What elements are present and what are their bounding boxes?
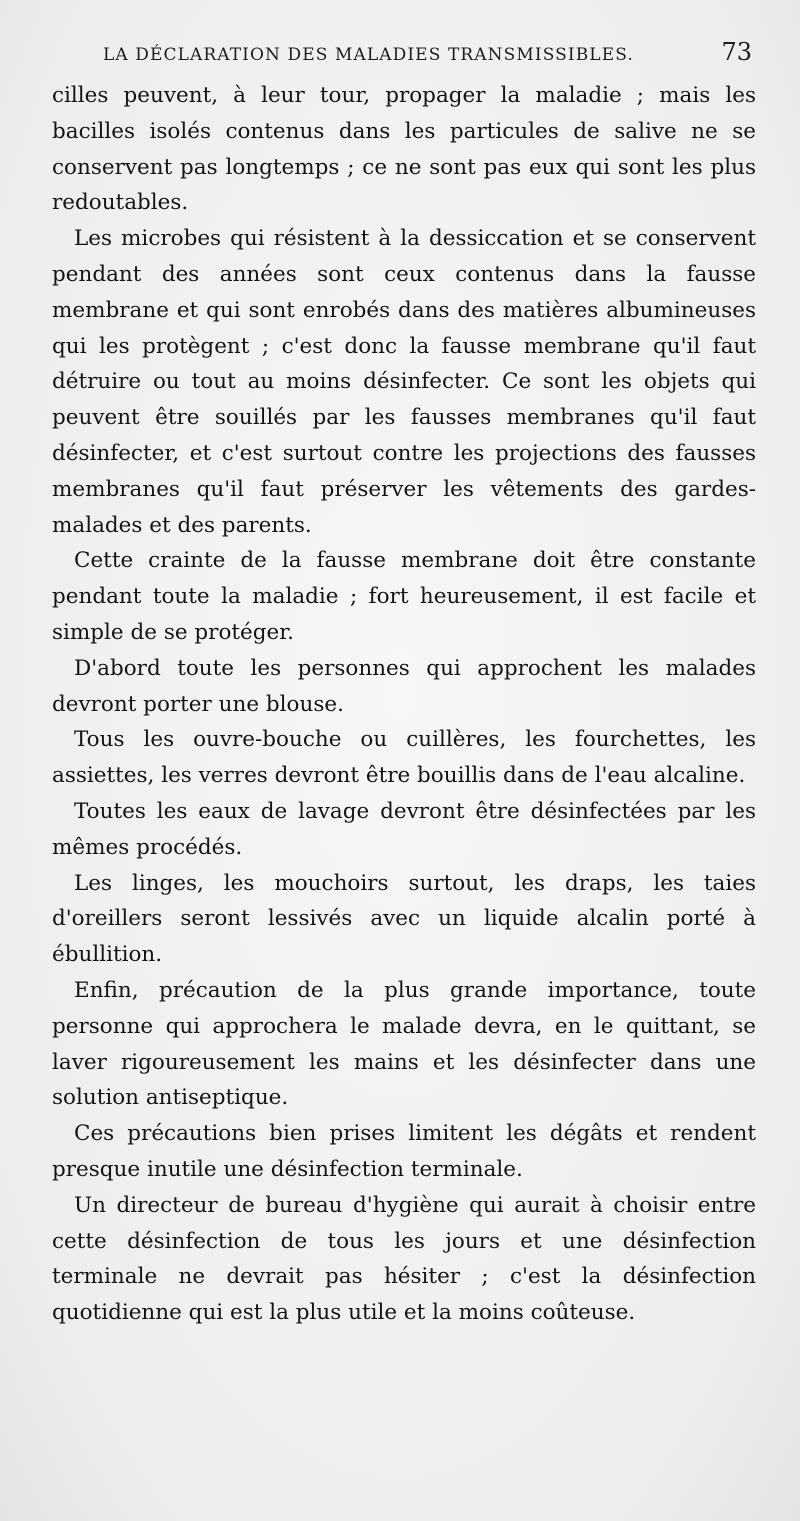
paragraph: Ces précautions bien prises limitent les dégâts et rendent presque inutile une désinfection terminale. xyxy=(52,1121,756,1182)
paragraph: Un directeur de bureau d'hygiène qui aurait à choisir entre cette désinfection de tous les jours et une désinfection terminale ne devrait pas hésiter ; c'est la désinfection quotidienne qui est la plus utile et la moins coûteuse. xyxy=(52,1192,756,1326)
paragraph: cilles peuvent, à leur tour, propager la maladie ; mais les bacilles isolés contenus dans les particules de salive ne se conservent pas longtemps ; ce ne sont pas eux qui sont les plus redoutables. xyxy=(52,83,756,216)
page-number: 73 xyxy=(721,38,752,66)
paragraph: Tous les ouvre-bouche ou cuillères, les fourchettes, les assiettes, les verres devront être bouillis dans de l'eau alcaline. xyxy=(52,727,756,789)
running-head xyxy=(103,36,752,70)
paragraph: Les microbes qui résistent à la dessiccation et se conservent pendant des années sont ceux contenus dans la fausse membrane et qui sont enrobés dans des matières albumineuses qui les protègent ; c'est donc la fausse membrane qu'il faut détruire ou tout au moins désinfecter. Ce sont les objets qui peuvent être souillés par les fausses membranes qu'il faut désinfecter, et c'est surtout contre les projections des fausses membranes qu'il faut préserver les vêtements des gardes-malades et des parents. xyxy=(52,226,756,538)
running-title: LA DÉCLARATION DES MALADIES TRANSMISSIBLES. xyxy=(103,45,634,65)
paragraph: Enfin, précaution de la plus grande importance, toute personne qui approchera le malade devra, en le quittant, se laver rigoureusement les mains et les désinfecter dans une solution antiseptique. xyxy=(52,977,756,1111)
paragraph: Les linges, les mouchoirs surtout, les draps, les taies d'oreillers seront lessivés avec un liquide alcalin porté à ébullition. xyxy=(52,870,756,968)
paragraph: Cette crainte de la fausse membrane doit être constante pendant toute la maladie ; fort heureusement, il est facile et simple de se protéger. xyxy=(52,548,756,645)
paragraph: Toutes les eaux de lavage devront être désinfectées par les mêmes procédés. xyxy=(52,798,756,860)
paragraph: D'abord toute les personnes qui approchent les malades devront porter une blouse. xyxy=(52,655,756,717)
body-text xyxy=(52,78,756,1331)
